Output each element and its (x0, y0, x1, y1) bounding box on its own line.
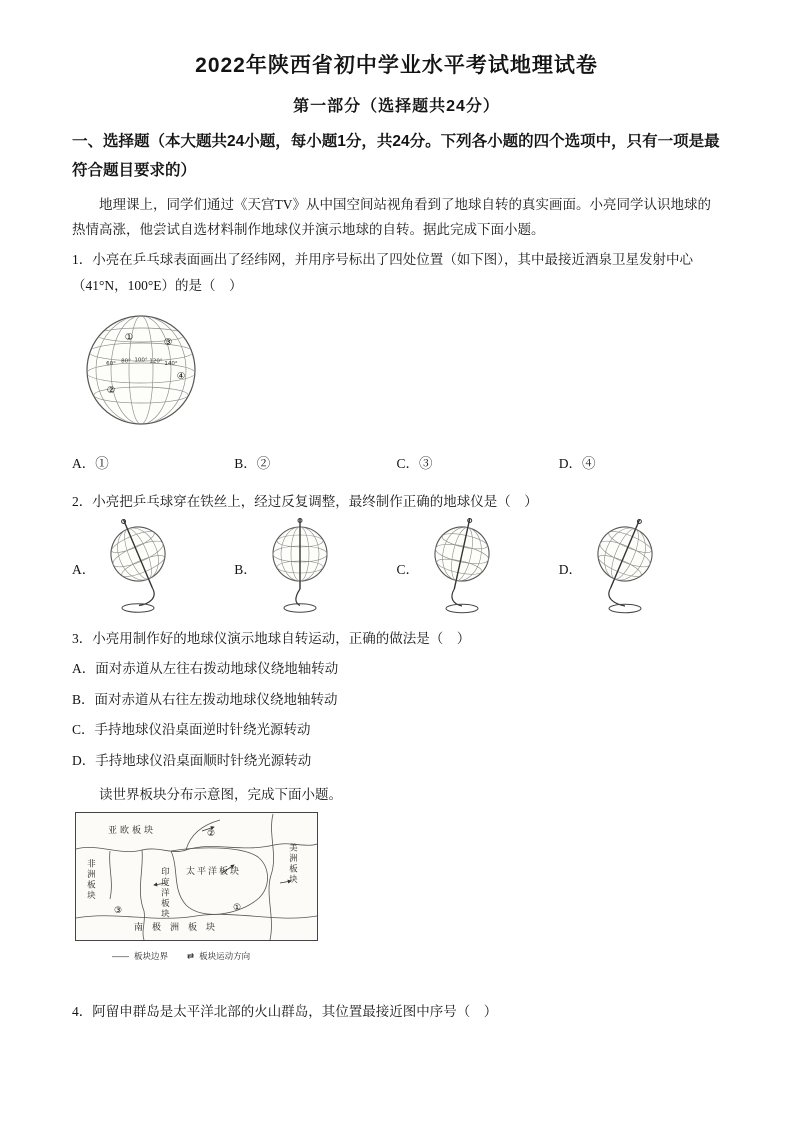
ball-marker-1: ① (124, 332, 134, 344)
intro-paragraph: 地理课上，同学们通过《天宫TV》从中国空间站视角看到了地球自转的真实画面。小亮同学认识地球的热情高涨，他尝试自选材料制作地球仪并演示地球的自转。据此完成下面小题。 (72, 196, 711, 238)
question-3-option-c: C．手持地球仪沿桌面逆时针绕光源转动 (72, 722, 311, 738)
question-1-stem: 1．小亮在乒乓球表面画出了经纬网，并用序号标出了四处位置（如下图），其中最接近酒泉卫星发射中心（41°N，100°E）的是（ ） (72, 251, 693, 293)
globe-label-d: D． (558, 562, 582, 578)
leadin-paragraph: 读世界板块分布示意图，完成下面小题。 (99, 786, 342, 802)
q1-option-c: C．③ (396, 456, 433, 472)
question-3-stem: 3．小亮用制作好的地球仪演示地球自转运动，正确的做法是（ ） (72, 631, 471, 647)
label-american-plate: 美洲板块 (288, 843, 299, 886)
figure-plate-map (74, 811, 319, 969)
label-indian-plate: 印度洋板块 (160, 867, 171, 920)
globe-option-b (234, 518, 396, 618)
globe-b-drawing (261, 518, 339, 618)
globe-option-d (559, 518, 721, 618)
q1-option-a: A．① (72, 456, 109, 472)
globe-label-c: C． (396, 562, 420, 578)
boundary-line-symbol: —— (112, 951, 129, 962)
q1-option-d: D．④ (558, 456, 596, 472)
document-title: 2022年陕西省初中学业水平考试地理试卷 (195, 54, 598, 77)
map-marker-2: ② (206, 829, 216, 840)
question-3-option-d: D．手持地球仪沿桌面顺时针绕光源转动 (72, 753, 312, 769)
map-marker-3: ③ (113, 906, 123, 917)
label-african-plate: 非洲板块 (86, 859, 97, 902)
label-antarctic-plate: 南极洲板块 (134, 922, 225, 933)
latlon-ball-drawing (84, 304, 202, 436)
label-eurasian-plate: 亚欧板块 (108, 825, 157, 836)
globe-option-a (72, 518, 234, 618)
label-pacific-plate: 太平洋板块 (186, 866, 242, 877)
section-heading: 一、选择题（本大题共24小题，每小题1分，共24分。下列各小题的四个选项中，只有一项是最符合题目要求的） (72, 133, 720, 179)
question-3-option-b: B．面对赤道从右往左拨动地球仪绕地轴转动 (72, 691, 338, 707)
globe-label-a: A． (72, 562, 96, 578)
globe-c-drawing (423, 518, 501, 618)
motion-arrow-symbol: ⇄ (187, 950, 195, 961)
question-3-option-a: A．面对赤道从左往右拨动地球仪绕地轴转动 (72, 661, 339, 677)
lon-label-140: 140° (164, 361, 178, 368)
figure-latlon-ball (84, 304, 202, 441)
map-legend (112, 950, 250, 962)
globe-option-c (397, 518, 559, 618)
globe-a-drawing (99, 518, 177, 618)
question-2-figure-row (72, 518, 721, 618)
ball-marker-4: ④ (176, 371, 186, 383)
question-4-stem: 4．阿留申群岛是太平洋北部的火山群岛，其位置最接近图中序号（ ） (72, 1004, 498, 1020)
legend-motion-label: 板块运动方向 (199, 951, 251, 962)
legend-boundary-label: 板块边界 (134, 951, 169, 962)
lon-label-100: 100° (134, 357, 148, 364)
ball-marker-3: ③ (163, 337, 173, 349)
lon-label-80: 80° (121, 358, 131, 365)
lon-label-120: 120° (149, 358, 163, 365)
lon-label-60: 60° (106, 361, 116, 368)
question-2-stem: 2．小亮把乒乓球穿在铁丝上，经过反复调整，最终制作正确的地球仪是（ ） (72, 493, 538, 509)
question-1-options (72, 451, 721, 477)
q1-option-b: B．② (234, 456, 271, 472)
ball-marker-2: ② (106, 385, 116, 397)
globe-label-b: B． (234, 562, 257, 578)
globe-d-drawing (586, 518, 664, 618)
part-heading: 第一部分（选择题共24分） (293, 98, 500, 116)
map-marker-1: ① (232, 903, 242, 914)
